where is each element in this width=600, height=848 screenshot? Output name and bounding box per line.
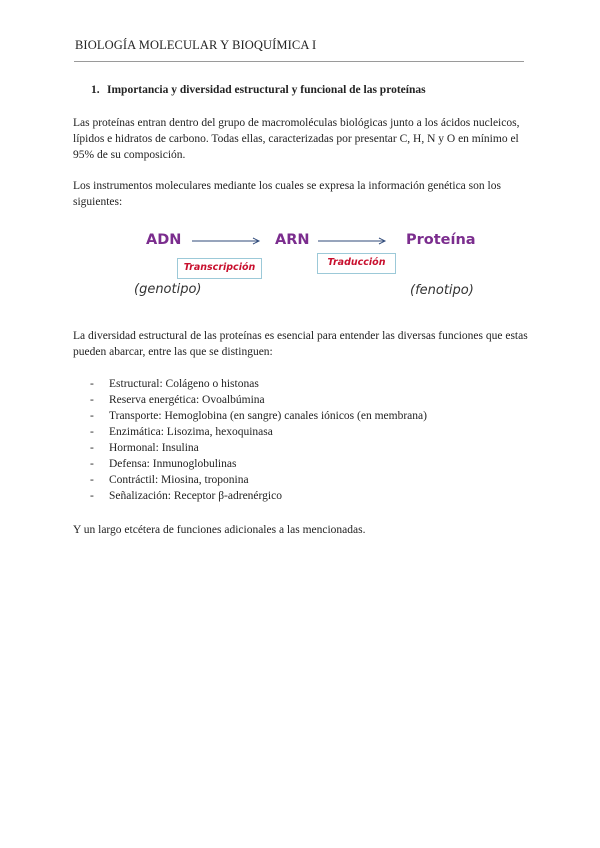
instruments-paragraph: Los instrumentos moleculares mediante los cuales se expresa la información genética son los siguientes:: [73, 180, 501, 208]
list-item-text: Transporte: Hemoglobina (en sangre) canales iónicos (en membrana): [109, 410, 427, 422]
list-item-text: Hormonal: Insulina: [109, 442, 199, 454]
list-item-text: Señalización: Receptor β-adrenérgico: [109, 490, 282, 502]
list-item-text: Enzimática: Lisozima, hexoquinasa: [109, 426, 273, 438]
section-heading: [91, 84, 426, 96]
genotipo-label: (genotipo): [134, 282, 202, 297]
list-item: [90, 456, 427, 472]
proteina-node: Proteína: [406, 232, 476, 248]
list-item: [90, 488, 427, 504]
bullet-dash: -: [90, 474, 94, 486]
bullet-dash: -: [90, 394, 94, 406]
header-divider: [74, 61, 524, 62]
bullet-dash: -: [90, 490, 94, 502]
list-item: [90, 376, 427, 392]
bullet-dash: -: [90, 426, 94, 438]
arn-node: ARN: [275, 232, 310, 248]
arrow-right-icon: [318, 236, 390, 246]
list-item: [90, 408, 427, 424]
bullet-dash: -: [90, 458, 94, 470]
list-item: [90, 472, 427, 488]
functions-list: [90, 376, 427, 504]
list-item-text: Contráctil: Miosina, troponina: [109, 474, 249, 486]
bullet-dash: -: [90, 410, 94, 422]
closing-paragraph: Y un largo etcétera de funciones adicionales a las mencionadas.: [73, 524, 366, 536]
bullet-dash: -: [90, 442, 94, 454]
list-item-text: Estructural: Colágeno o histonas: [109, 378, 259, 390]
list-item: [90, 424, 427, 440]
intro-paragraph: Las proteínas entran dentro del grupo de macromoléculas biológicas junto a los ácidos nucleicos, lípidos e hidratos de carbono. Todas ellas, caracterizadas por presentar C, H, N y O en mínimo el 95% de su composición.: [73, 117, 520, 161]
section-title: Importancia y diversidad estructural y funcional de las proteínas: [107, 84, 426, 96]
fenotipo-label: (fenotipo): [410, 283, 474, 298]
arrow-right-icon: [192, 236, 264, 246]
list-item: [90, 440, 427, 456]
adn-node: ADN: [146, 232, 182, 248]
list-item-text: Reserva energética: Ovoalbúmina: [109, 394, 265, 406]
transcripcion-label: Transcripción: [177, 258, 262, 279]
bullet-dash: -: [90, 378, 94, 390]
section-number: 1.: [91, 84, 100, 96]
traduccion-label: Traducción: [317, 253, 396, 274]
page-header: BIOLOGÍA MOLECULAR Y BIOQUÍMICA I: [75, 38, 317, 52]
diversity-paragraph: La diversidad estructural de las proteínas es esencial para entender las diversas funciones que estas pueden abarcar, entre las que se distinguen:: [73, 330, 528, 358]
list-item: [90, 392, 427, 408]
list-item-text: Defensa: Inmunoglobulinas: [109, 458, 237, 470]
